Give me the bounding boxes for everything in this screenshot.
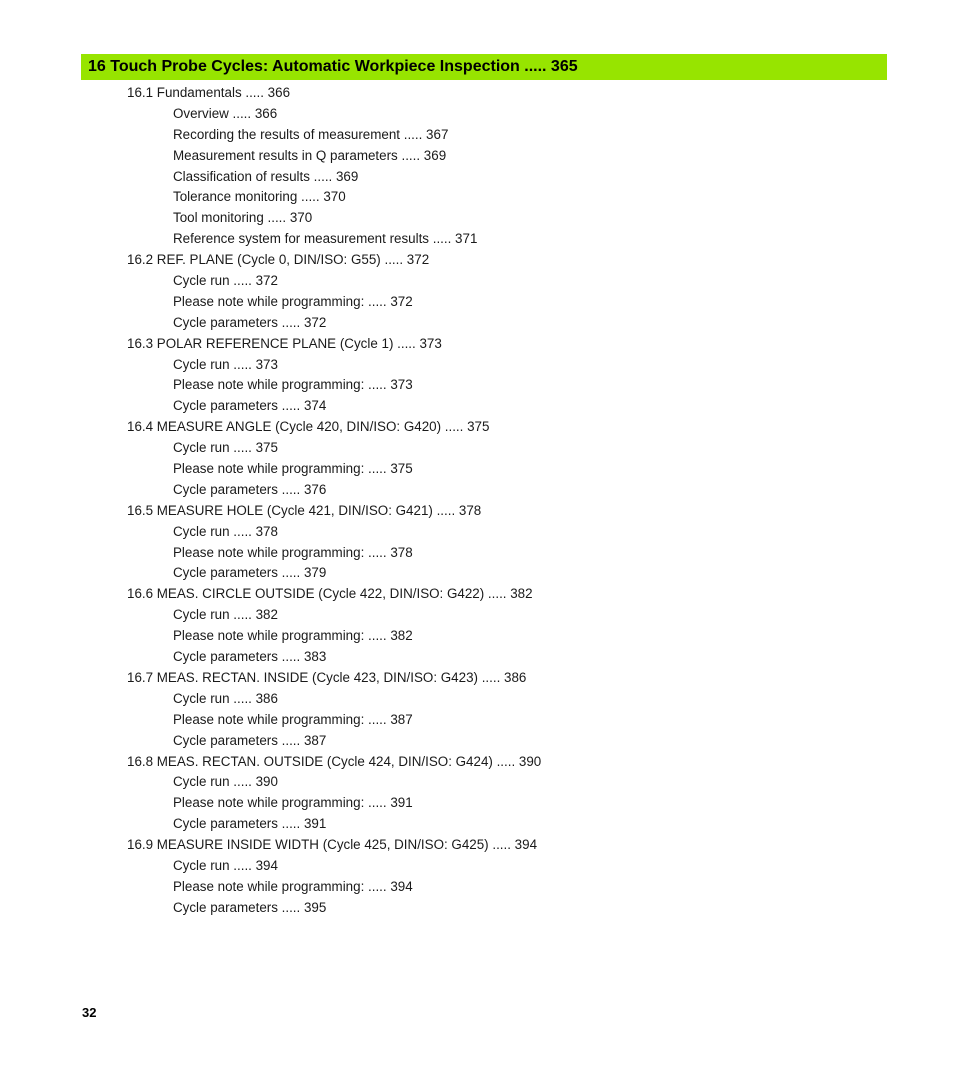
toc-subentry[interactable]: Please note while programming: ..... 387 — [173, 711, 413, 727]
toc-subentry[interactable]: Cycle parameters ..... 372 — [173, 314, 327, 330]
toc-subentry[interactable]: Cycle parameters ..... 374 — [173, 398, 327, 414]
toc-subentry[interactable]: Cycle run ..... 394 — [173, 857, 278, 873]
toc-section-entry[interactable]: 16.4 MEASURE ANGLE (Cycle 420, DIN/ISO: G420) ..... 375 — [127, 419, 490, 435]
toc-subentry[interactable]: Overview ..... 366 — [173, 105, 278, 121]
page-number: 32 — [82, 1005, 97, 1020]
toc-subentry[interactable]: Cycle run ..... 378 — [173, 523, 278, 539]
toc-section-entry[interactable]: 16.9 MEASURE INSIDE WIDTH (Cycle 425, DIN/ISO: G425) ..... 394 — [127, 837, 538, 853]
chapter-heading[interactable]: 16 Touch Probe Cycles: Automatic Workpiece Inspection ..... 365 — [81, 54, 887, 80]
toc-subentry[interactable]: Tolerance monitoring ..... 370 — [173, 189, 346, 205]
toc-section-entry[interactable]: 16.5 MEASURE HOLE (Cycle 421, DIN/ISO: G421) ..... 378 — [127, 502, 482, 518]
toc-subentry[interactable]: Cycle run ..... 375 — [173, 440, 278, 456]
toc-subentry[interactable]: Cycle run ..... 390 — [173, 774, 278, 790]
toc-section-entry[interactable]: 16.1 Fundamentals ..... 366 — [127, 85, 291, 100]
toc-section-entry[interactable]: 16.2 REF. PLANE (Cycle 0, DIN/ISO: G55) ..... 372 — [127, 252, 430, 268]
toc-subentry[interactable]: Please note while programming: ..... 378 — [173, 544, 413, 560]
toc-subentry[interactable]: Please note while programming: ..... 375 — [173, 461, 413, 477]
toc-subentry[interactable]: Cycle parameters ..... 379 — [173, 565, 327, 581]
toc-subentry[interactable]: Please note while programming: ..... 382 — [173, 628, 413, 644]
toc-subentry[interactable]: Recording the results of measurement ..... 367 — [173, 126, 449, 142]
toc-subentry[interactable]: Reference system for measurement results ..... 371 — [173, 231, 478, 247]
toc-section-entry[interactable]: 16.8 MEAS. RECTAN. OUTSIDE (Cycle 424, DIN/ISO: G424) ..... 390 — [127, 753, 542, 769]
toc-subentry[interactable]: Cycle run ..... 382 — [173, 607, 278, 623]
toc-subentry[interactable]: Cycle run ..... 372 — [173, 273, 278, 289]
toc-subentry[interactable]: Cycle parameters ..... 395 — [173, 899, 327, 915]
toc-subentry[interactable]: Please note while programming: ..... 391 — [173, 795, 413, 811]
toc-section-entry[interactable]: 16.6 MEAS. CIRCLE OUTSIDE (Cycle 422, DIN/ISO: G422) ..... 382 — [127, 586, 533, 602]
toc-subentry[interactable]: Classification of results ..... 369 — [173, 168, 359, 184]
toc-subentry[interactable]: Please note while programming: ..... 394 — [173, 878, 413, 894]
toc-subentry[interactable]: Cycle parameters ..... 391 — [173, 816, 327, 832]
toc-subentry[interactable]: Cycle parameters ..... 383 — [173, 649, 327, 665]
toc-subentry[interactable]: Measurement results in Q parameters ..... 369 — [173, 147, 447, 163]
table-of-contents — [0, 83, 954, 919]
toc-section-entry[interactable]: 16.7 MEAS. RECTAN. INSIDE (Cycle 423, DIN/ISO: G423) ..... 386 — [127, 669, 527, 685]
toc-subentry[interactable]: Cycle run ..... 386 — [173, 690, 278, 706]
toc-section-entry[interactable]: 16.3 POLAR REFERENCE PLANE (Cycle 1) ..... 373 — [127, 335, 442, 351]
toc-subentry[interactable]: Cycle run ..... 373 — [173, 356, 278, 372]
toc-subentry[interactable]: Cycle parameters ..... 387 — [173, 732, 327, 748]
toc-subentry[interactable]: Please note while programming: ..... 372 — [173, 293, 413, 309]
toc-subentry[interactable]: Cycle parameters ..... 376 — [173, 481, 327, 497]
toc-subentry[interactable]: Please note while programming: ..... 373 — [173, 377, 413, 393]
toc-subentry[interactable]: Tool monitoring ..... 370 — [173, 210, 313, 226]
